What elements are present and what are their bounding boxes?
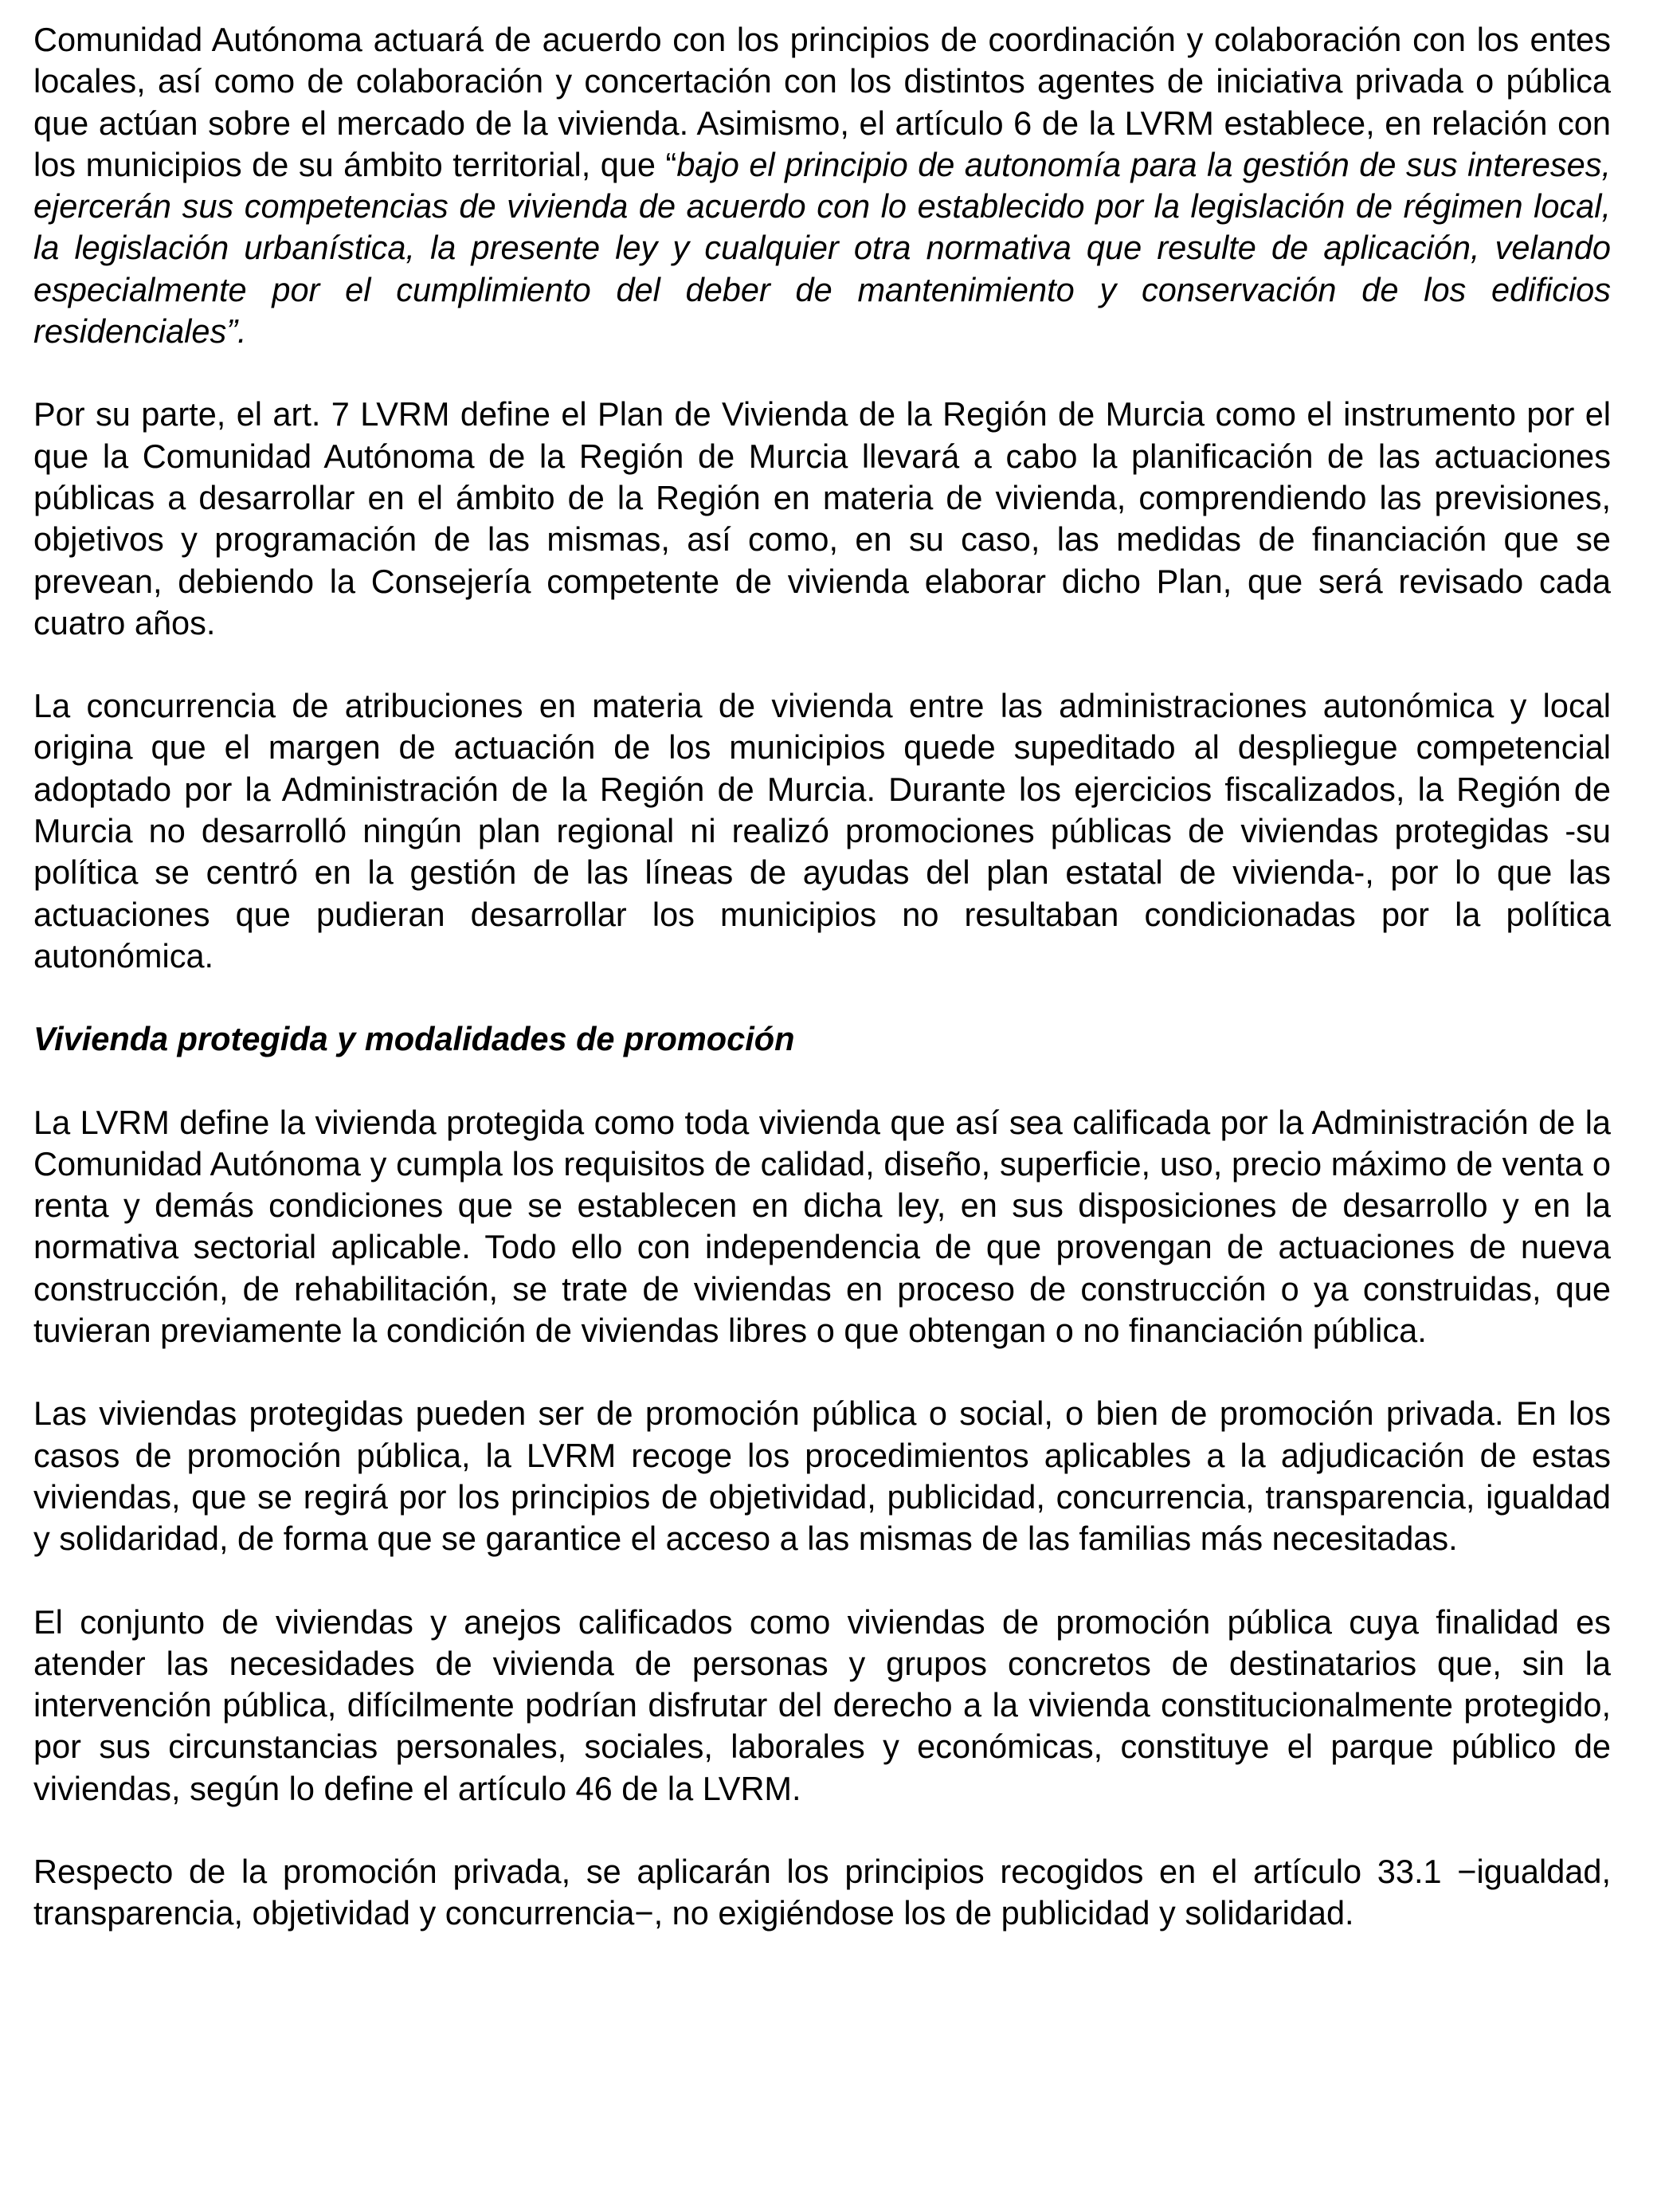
section-heading: Vivienda protegida y modalidades de promoción [33, 1020, 795, 1058]
paragraph-plan-vivienda: Por su parte, el art. 7 LVRM define el Plan de Vivienda de la Región de Murcia como el instrumento por el que la Comunidad Autónoma de la Región de Murcia llevará a cabo la planificación de las actuaciones públicas a desarrollar en el ámbito de la Región en materia de vivienda, comprendiendo las previsiones, objetivos y programación de las mismas, así como, en su caso, las medidas de financiación que se prevean, debiendo la Consejería competente de vivienda elaborar dicho Plan, que será revisado cada cuatro años. [33, 395, 1611, 641]
document-page [33, 19, 1611, 1976]
paragraph-promocion-privada: Respecto de la promoción privada, se aplicarán los principios recogidos en el artículo 33.1 −igualdad, transparencia, objetividad y concurrencia−, no exigiéndose los de publicidad y solidaridad. [33, 1852, 1611, 1932]
paragraph-parque-publico: El conjunto de viviendas y anejos calificados como viviendas de promoción pública cuya finalidad es atender las necesidades de vivienda de personas y grupos concretos de destinatarios que, sin la intervención pública, difícilmente podrían disfrutar del derecho a la vivienda constitucionalmente protegido, por sus circunstancias personales, sociales, laborales y económicas, constituye el parque público de viviendas, según lo define el artículo 46 de la LVRM. [33, 1602, 1611, 1807]
paragraph-text: Comunidad Autónoma actuará de acuerdo con los principios de coordinación y colaboración con los entes locales, así como de colaboración y concertación con los distintos agentes de iniciativa privada o pública que actúan sobre el mercado de la vivienda. Asimismo, el artículo 6 de la LVRM establece, en relación con los municipios de su ámbito territorial, que “ [33, 21, 1611, 183]
paragraph-definicion-vivienda-protegida: La LVRM define la vivienda protegida como toda vivienda que así sea calificada por la Administración de la Comunidad Autónoma y cumpla los requisitos de calidad, diseño, superficie, uso, precio máximo de venta o renta y demás condiciones que se establecen en dicha ley, en sus disposiciones de desarrollo y en la normativa sectorial aplicable. Todo ello con independencia de que provengan de actuaciones de nueva construcción, de rehabilitación, se trate de viviendas en proceso de construcción o ya construidas, que tuvieran previamente la condición de viviendas libres o que obtengan o no financiación pública. [33, 1103, 1611, 1350]
paragraph-concurrencia-atribuciones: La concurrencia de atribuciones en materia de vivienda entre las administraciones autonómica y local origina que el margen de actuación de los municipios quede supeditado al despliegue competencial adoptado por la Administración de la Región de Murcia. Durante los ejercicios fiscalizados, la Región de Murcia no desarrolló ningún plan regional ni realizó promociones públicas de viviendas protegidas -su política se centró en la gestión de las líneas de ayudas del plan estatal de vivienda-, por lo que las actuaciones que pudieran desarrollar los municipios no resultaban condicionadas por la política autonómica. [33, 687, 1611, 975]
paragraph-autonomia-local [33, 19, 1611, 352]
article-6-quote: bajo el principio de autonomía para la gestión de sus intereses, ejercerán sus competencias de vivienda de acuerdo con lo establecido por la legislación de régimen local, la legislación urbanística, la presente ley y cualquier otra normativa que resulte de aplicación, velando especialmente por el cumplimiento del deber de mantenimiento y conservación de los edificios residenciales”. [33, 145, 1612, 351]
paragraph-modalidades-promocion: Las viviendas protegidas pueden ser de promoción pública o social, o bien de promoción privada. En los casos de promoción pública, la LVRM recoge los procedimientos aplicables a la adjudicación de estas viviendas, que se regirá por los principios de objetividad, publicidad, concurrencia, transparencia, igualdad y solidaridad, de forma que se garantice el acceso a las mismas de las familias más necesitadas. [33, 1394, 1611, 1558]
